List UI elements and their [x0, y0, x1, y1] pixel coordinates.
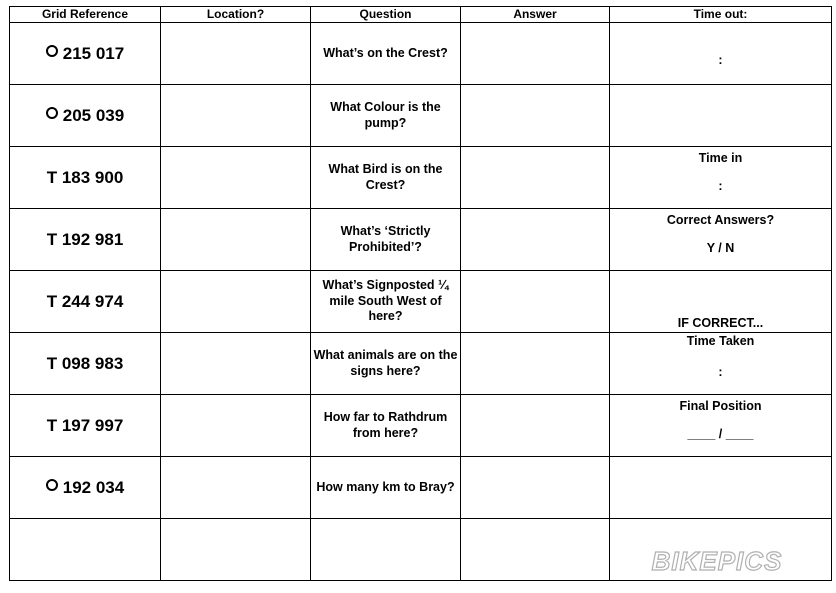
time-taken-field[interactable]: [610, 333, 832, 395]
table-row: [10, 147, 832, 209]
answer-field[interactable]: [461, 23, 610, 85]
header-question: Question: [311, 7, 461, 23]
final-position-blank: ____ / ____: [687, 427, 754, 441]
table-row: [10, 209, 832, 271]
header-location: Location?: [161, 7, 311, 23]
answer-field[interactable]: [461, 271, 610, 333]
blank-cell: [610, 85, 832, 147]
grid-reference-cell: [10, 23, 161, 85]
location-field[interactable]: [161, 85, 311, 147]
header-answer: Answer: [461, 7, 610, 23]
question-text: How far to Rathdrum from here?: [311, 395, 461, 457]
grid-reference-prefix: T: [46, 229, 58, 249]
grid-reference-value: 197 997: [61, 415, 124, 435]
grid-reference-cell: [10, 333, 161, 395]
header-row: [10, 7, 832, 23]
grid-reference-value: 215 017: [62, 43, 125, 63]
correct-answers-options: Y / N: [706, 241, 735, 255]
answer-field[interactable]: [461, 457, 610, 519]
watermark-text: BIKEPICS: [651, 548, 783, 576]
table-row: [10, 23, 832, 85]
answer-field[interactable]: [461, 519, 610, 581]
grid-reference-value: 192 034: [62, 477, 125, 497]
grid-reference-prefix: T: [46, 353, 58, 373]
question-text: How many km to Bray?: [311, 457, 461, 519]
grid-reference-value: 244 974: [61, 291, 124, 311]
table-row: [10, 85, 832, 147]
if-correct-label: IF CORRECT...: [677, 316, 764, 330]
question-text: What animals are on the signs here?: [311, 333, 461, 395]
grid-reference-cell: [10, 85, 161, 147]
table-row: [10, 395, 832, 457]
location-field[interactable]: [161, 519, 311, 581]
location-field[interactable]: [161, 147, 311, 209]
question-text: What’s ‘Strictly Prohibited’?: [311, 209, 461, 271]
final-position-field[interactable]: [610, 395, 832, 457]
grid-reference-value: 205 039: [62, 105, 125, 125]
circle-icon: [46, 45, 58, 57]
location-field[interactable]: [161, 333, 311, 395]
answer-field[interactable]: [461, 209, 610, 271]
blank-cell: [610, 457, 832, 519]
answer-field[interactable]: [461, 395, 610, 457]
grid-reference-cell: [10, 147, 161, 209]
question-text: What’s on the Crest?: [311, 23, 461, 85]
grid-reference-prefix: T: [46, 415, 58, 435]
header-grid-reference: Grid Reference: [10, 7, 161, 23]
location-field[interactable]: [161, 395, 311, 457]
table-row: [10, 271, 832, 333]
table-row: [10, 333, 832, 395]
grid-reference-cell: [10, 209, 161, 271]
time-in-label: Time in: [698, 151, 743, 165]
question-text: What Colour is the pump?: [311, 85, 461, 147]
correct-answers-label: Correct Answers?: [666, 213, 775, 227]
location-field[interactable]: [161, 209, 311, 271]
time-taken-colon: :: [718, 365, 723, 379]
grid-reference-prefix: T: [46, 291, 58, 311]
answer-field[interactable]: [461, 85, 610, 147]
time-in-colon: :: [718, 179, 723, 193]
grid-reference-value: 192 981: [61, 229, 124, 249]
if-correct-cell: [610, 271, 832, 333]
header-time-out: Time out:: [610, 7, 832, 23]
grid-reference-cell: [10, 457, 161, 519]
correct-answers-field[interactable]: [610, 209, 832, 271]
bikepics-logo: [621, 548, 813, 576]
time-out-field[interactable]: [610, 23, 832, 85]
grid-reference-cell: [10, 271, 161, 333]
table-row: [10, 457, 832, 519]
grid-reference-cell: [10, 395, 161, 457]
circle-icon: [46, 107, 58, 119]
question-text: What’s Signposted ¼ mile South West of here?: [311, 271, 461, 333]
final-position-label: Final Position: [679, 399, 762, 413]
question-text: What Bird is on the Crest?: [311, 147, 461, 209]
grid-reference-value: 098 983: [61, 353, 124, 373]
time-in-field[interactable]: [610, 147, 832, 209]
grid-reference-prefix: T: [46, 167, 58, 187]
time-taken-label: Time Taken: [686, 334, 755, 348]
circle-icon: [46, 479, 58, 491]
grid-reference-value: 183 900: [61, 167, 124, 187]
grid-reference-field[interactable]: [10, 519, 161, 581]
location-field[interactable]: [161, 457, 311, 519]
time-out-colon: :: [718, 53, 723, 67]
location-field[interactable]: [161, 23, 311, 85]
answer-field[interactable]: [461, 147, 610, 209]
answer-field[interactable]: [461, 333, 610, 395]
table-row: [10, 519, 832, 581]
location-field[interactable]: [161, 271, 311, 333]
question-field[interactable]: [311, 519, 461, 581]
watermark-cell: [610, 519, 832, 581]
checkpoint-table: [9, 6, 832, 581]
